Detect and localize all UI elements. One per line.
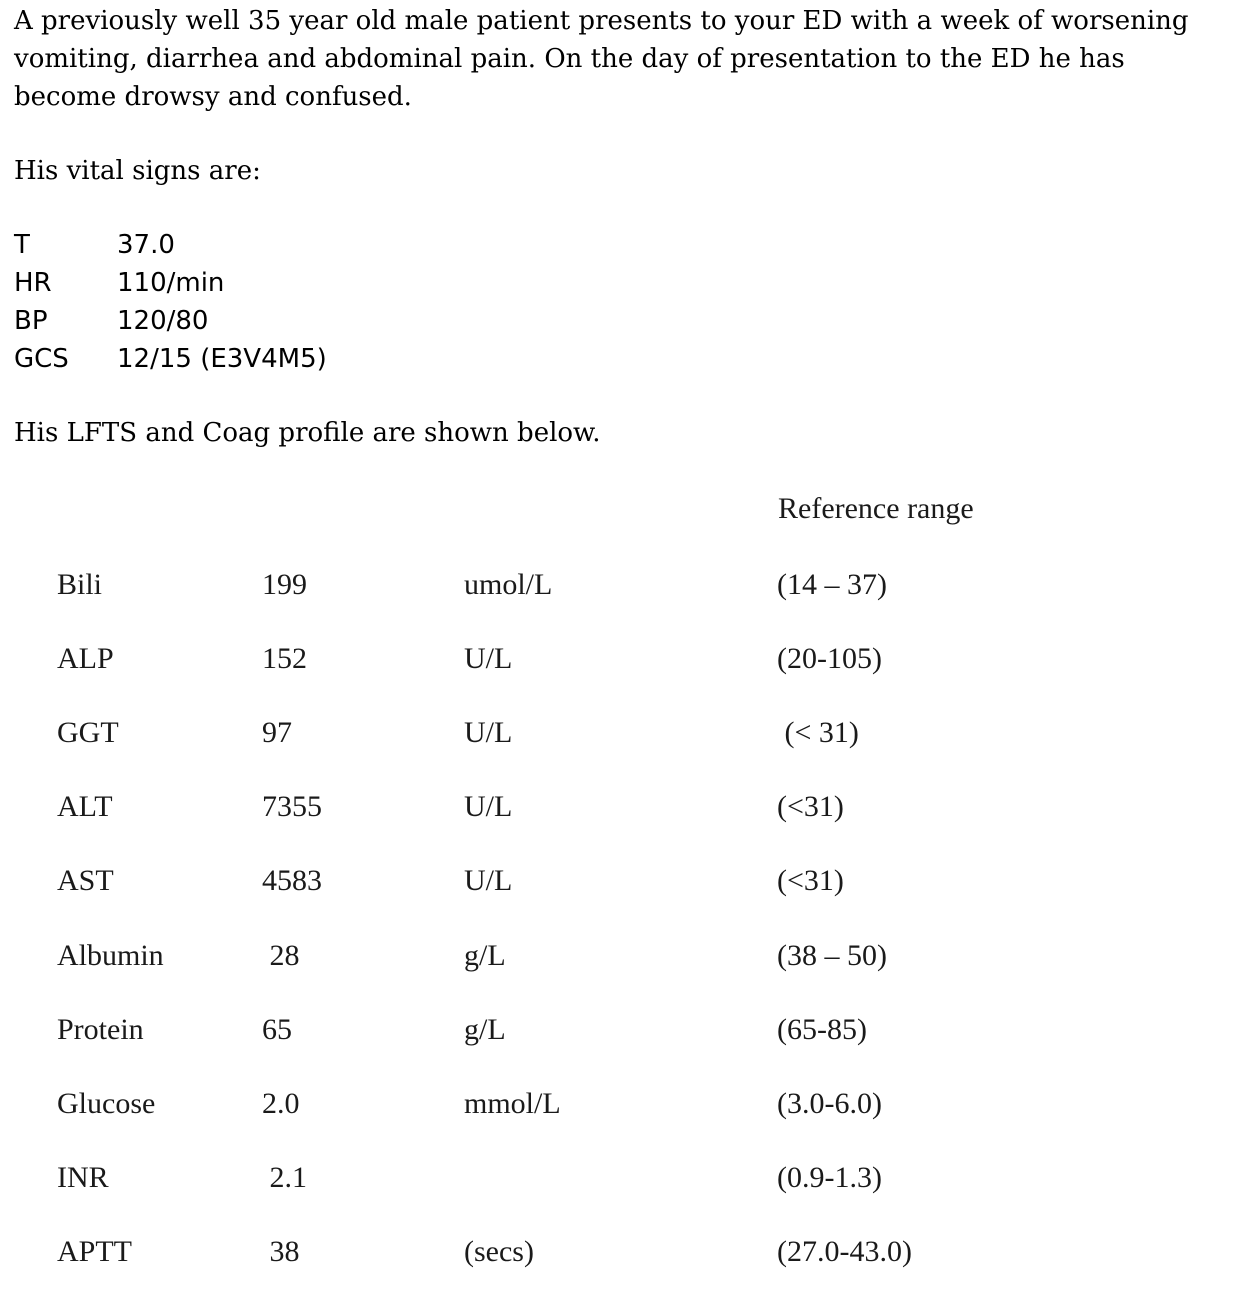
vital-value: 110/min — [117, 268, 225, 298]
lab-value: 4583 — [262, 864, 322, 897]
vitals-heading: His vital signs are: — [14, 156, 261, 186]
lab-unit: U/L — [464, 790, 513, 823]
lab-unit: g/L — [464, 939, 506, 972]
vitals-list — [14, 226, 327, 378]
lab-name: Albumin — [57, 939, 164, 972]
lab-value: 28 — [262, 939, 300, 972]
lab-reference-range: (3.0-6.0) — [777, 1087, 882, 1120]
lab-value: 7355 — [262, 790, 322, 823]
lab-row-albumin — [0, 936, 1234, 976]
lab-reference-range: (65-85) — [777, 1013, 867, 1046]
lab-reference-range: (<31) — [777, 790, 844, 823]
lab-value: 97 — [262, 716, 292, 749]
lab-reference-range: (<31) — [777, 864, 844, 897]
reference-range-header: Reference range — [778, 492, 974, 525]
lab-value: 2.1 — [262, 1161, 307, 1194]
vital-row-gcs — [14, 340, 327, 378]
lab-value: 65 — [262, 1013, 292, 1046]
lab-value: 38 — [262, 1235, 300, 1268]
lab-row-glucose — [0, 1084, 1234, 1124]
vital-label: GCS — [14, 344, 69, 374]
lab-value: 152 — [262, 642, 307, 675]
vital-label: HR — [14, 268, 52, 298]
lab-unit: umol/L — [464, 568, 553, 601]
vital-value: 120/80 — [117, 306, 209, 336]
lab-name: Protein — [57, 1013, 144, 1046]
lab-reference-range: (20-105) — [777, 642, 882, 675]
lab-unit: U/L — [464, 642, 513, 675]
lab-name: AST — [57, 864, 114, 897]
lab-reference-range: (0.9-1.3) — [777, 1161, 882, 1194]
lab-row-ast — [0, 861, 1234, 901]
lab-name: ALT — [57, 790, 113, 823]
case-intro: A previously well 35 year old male patient presents to your ED with a week of worsening vomiting, diarrhea and abdominal pain. On the day of presentation to the ED he has become drowsy and confused. — [14, 6, 1189, 112]
lab-name: APTT — [57, 1235, 132, 1268]
lab-row-bili — [0, 565, 1234, 605]
lab-unit: U/L — [464, 716, 513, 749]
lab-reference-range: (14 – 37) — [777, 568, 887, 601]
vital-row-temperature — [14, 226, 327, 264]
lab-row-aptt — [0, 1232, 1234, 1272]
lab-reference-range: (27.0-43.0) — [777, 1235, 912, 1268]
lab-row-inr — [0, 1158, 1234, 1198]
lab-value: 199 — [262, 568, 307, 601]
vital-label: BP — [14, 306, 48, 336]
lab-row-alt — [0, 787, 1234, 827]
lab-name: Bili — [57, 568, 103, 601]
lab-name: Glucose — [57, 1087, 156, 1120]
labs-heading: His LFTS and Coag profile are shown below. — [14, 418, 601, 448]
lab-row-protein — [0, 1010, 1234, 1050]
lab-row-alp — [0, 639, 1234, 679]
vital-value: 12/15 (E3V4M5) — [117, 344, 327, 374]
lab-name: ALP — [57, 642, 114, 675]
lab-unit: U/L — [464, 864, 513, 897]
lab-name: GGT — [57, 716, 119, 749]
lab-reference-range: (38 – 50) — [777, 939, 887, 972]
lab-unit: g/L — [464, 1013, 506, 1046]
vital-row-blood-pressure — [14, 302, 327, 340]
lab-name: INR — [57, 1161, 109, 1194]
lab-reference-range: (< 31) — [777, 716, 859, 749]
lab-value: 2.0 — [262, 1087, 300, 1120]
lab-unit: mmol/L — [464, 1087, 561, 1120]
lab-unit: (secs) — [464, 1235, 534, 1268]
vital-row-heart-rate — [14, 264, 327, 302]
vital-label: T — [14, 230, 30, 260]
vital-value: 37.0 — [117, 230, 175, 260]
lab-row-ggt — [0, 713, 1234, 753]
